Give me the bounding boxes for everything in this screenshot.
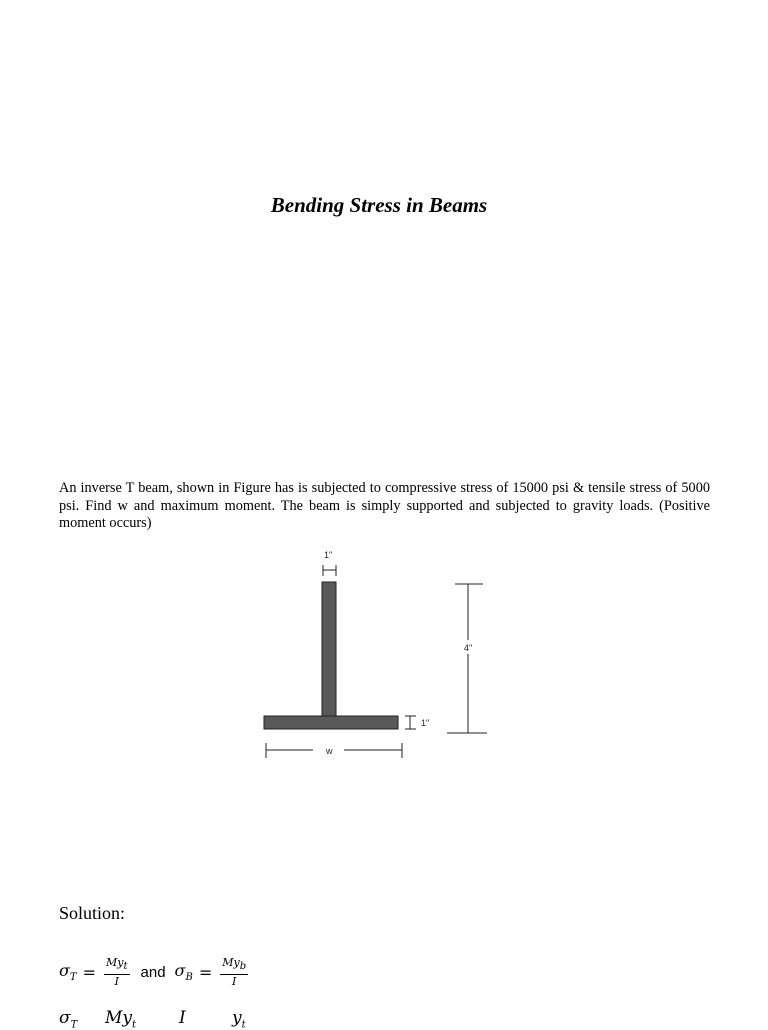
and-label: and (140, 963, 166, 981)
fraction-my-b-over-i: $\frac{My_b}{I}$ (222, 956, 247, 988)
sigma-b-symbol: $\sigma_B$ (174, 960, 193, 984)
solution-heading: Solution: (59, 903, 126, 923)
flange-thickness-label: 1" (421, 718, 430, 728)
height-dimension (447, 584, 487, 733)
ratio-y-t: $y_t$ (232, 1008, 246, 1030)
document-title: Bending Stress in Beams (270, 193, 488, 217)
equals-sign: = (198, 962, 213, 982)
web-width-dimension (323, 550, 336, 576)
flange-width-dimension (266, 743, 402, 758)
problem-statement: An inverse T beam, shown in Figure has is subjected to compressive stress of 15000 psi & tensile stress of 5000 psi. Find w and maximum moment. The beam is simply supported and subjected to gravity loads. (Positive moment occurs) (59, 480, 710, 531)
ratio-i: I (179, 1008, 186, 1028)
sigma-t-symbol: $\sigma_T$ (59, 960, 77, 984)
beam-flange (264, 716, 398, 729)
stress-equations (59, 952, 250, 992)
fraction-my-t-over-i: $\frac{My_t}{I}$ (106, 956, 128, 988)
ratio-my-t: $My_t$ (105, 1008, 137, 1030)
flange-thickness-dimension (405, 716, 429, 729)
web-width-label: 1" (324, 550, 333, 560)
beam-web (322, 582, 336, 716)
height-label: 4" (464, 643, 473, 653)
ratio-sigma-t: $\sigma_T$ (59, 1008, 78, 1030)
flange-width-label: w (326, 746, 333, 756)
equals-sign: = (82, 962, 96, 982)
